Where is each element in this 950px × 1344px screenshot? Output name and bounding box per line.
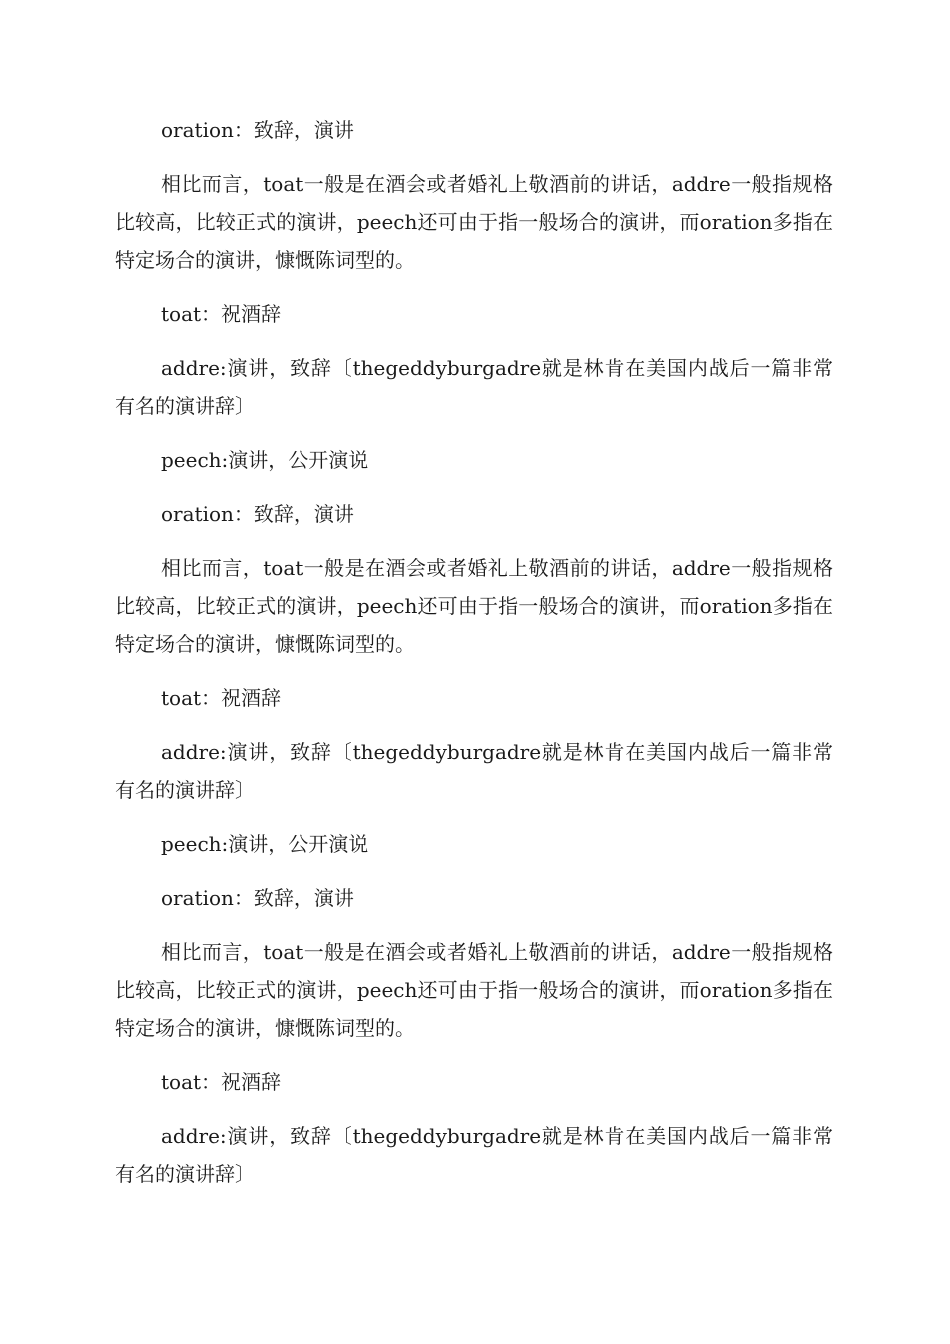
paragraph-oration: oration：致辞，演讲 [161,502,354,526]
paragraph-toast: toat：祝酒辞 [161,1070,282,1094]
paragraph-comparison: 相比而言，toat一般是在酒会或者婚礼上敬酒前的讲话，addre一般指规格比较高，比较正式的演讲，peech还可由于指一般场合的演讲，而oration多指在特定场合的演讲，慷慨陈词型的。 [115,172,833,272]
paragraph-address: addre:演讲，致辞〔thegeddyburgadre就是林肯在美国内战后一篇非常有名的演讲辞〕 [115,740,833,802]
paragraph-address: addre:演讲，致辞〔thegeddyburgadre就是林肯在美国内战后一篇非常有名的演讲辞〕 [115,356,833,418]
paragraph-oration: oration：致辞，演讲 [161,118,354,142]
paragraph-toast: toat：祝酒辞 [161,302,282,326]
paragraph-toast: toat：祝酒辞 [161,686,282,710]
paragraph-oration: oration：致辞，演讲 [161,886,354,910]
paragraph-speech: peech:演讲，公开演说 [161,832,369,856]
paragraph-speech: peech:演讲，公开演说 [161,448,369,472]
document-page [115,111,833,1193]
paragraph-comparison: 相比而言，toat一般是在酒会或者婚礼上敬酒前的讲话，addre一般指规格比较高，比较正式的演讲，peech还可由于指一般场合的演讲，而oration多指在特定场合的演讲，慷慨陈词型的。 [115,940,833,1040]
paragraph-comparison: 相比而言，toat一般是在酒会或者婚礼上敬酒前的讲话，addre一般指规格比较高，比较正式的演讲，peech还可由于指一般场合的演讲，而oration多指在特定场合的演讲，慷慨陈词型的。 [115,556,833,656]
paragraph-address: addre:演讲，致辞〔thegeddyburgadre就是林肯在美国内战后一篇非常有名的演讲辞〕 [115,1124,833,1186]
